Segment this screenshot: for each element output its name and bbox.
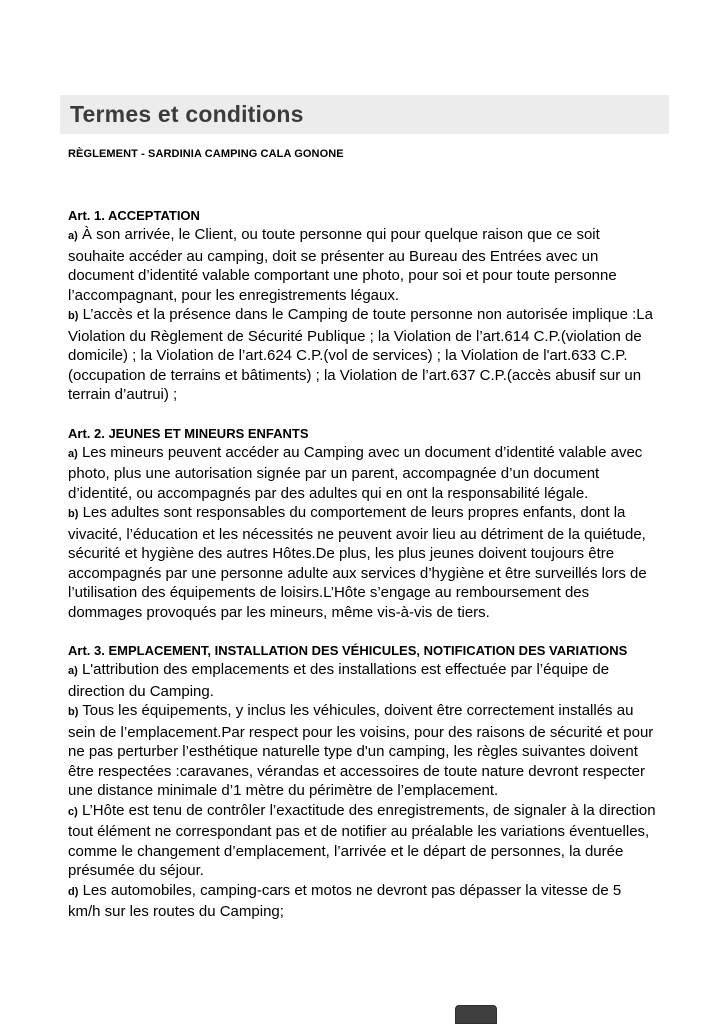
- terms-document: [60, 95, 669, 922]
- clause: [68, 701, 656, 801]
- clause-marker: b): [68, 508, 79, 520]
- clause-text: À son arrivée, le Client, ou toute personne qui pour quelque raison que ce soit souhaite accéder au camping, doit se présenter au Bureau des Entrées avec un document d’identité valable comportant une photo, pour soi et pour toute personne l’accompagnant, pour les enregistrements légaux.: [68, 226, 617, 304]
- section-art-1: [68, 206, 656, 405]
- page-title-bar: [60, 95, 669, 134]
- section-heading: Art. 1. ACCEPTATION: [68, 208, 200, 223]
- clause-text: Tous les équipements, y inclus les véhicules, doivent être correctement installés au sein de l’emplacement.Par respect pour les voisins, pour des raisons de sécurité et pour ne pas perturber l’esthétique naturelle type d'un camping, les règles suivantes doivent être respectées :caravanes, vérandas et accessoires de toute nature devront respecter une distance minimale d’1 mètre du périmètre de l’emplacement.: [68, 702, 654, 799]
- clause: [68, 503, 656, 622]
- clause-marker: a): [68, 230, 78, 242]
- clause-text: L’accès et la présence dans le Camping de toute personne non autorisée implique :La Violation du Règlement de Sécurité Publique ; la Violation de l’art.614 C.P.(violation de domicile) ; la Violation de l’art.624 C.P.(vol de services) ; la Violation de l'art.633 C.P.(occupation de terrains et bâtiments) ; la Violation de l’art.637 C.P.(accès abusif sur un terrain d’autrui) ;: [68, 306, 653, 403]
- page-subtitle: RÈGLEMENT - SARDINIA CAMPING CALA GONONE: [68, 148, 344, 160]
- section-art-3: [68, 641, 656, 922]
- clause-text: L'attribution des emplacements et des installations est effectuée par l’équipe de direction du Camping.: [68, 661, 610, 700]
- clause: [68, 305, 656, 405]
- bottom-widget[interactable]: [455, 1005, 497, 1024]
- clause-marker: b): [68, 310, 79, 322]
- section-art-2: [68, 424, 656, 623]
- clause: [68, 225, 656, 305]
- clause-text: Les adultes sont responsables du comportement de leurs propres enfants, dont la vivacité, l’éducation et les nécessités ne peuvent avoir lieu au détriment de la quiétude, sécurité et hygiène des autres Hôtes.De plus, les plus jeunes doivent toujours être accompagnés par une personne adulte aux services d’hygiène et être surveillés lors de l’utilisation des équipements de loisirs.L’Hôte s’engage au remboursement des dommages provoqués par les mineurs, même vis-à-vis de tiers.: [68, 504, 647, 621]
- clause-text: L’Hôte est tenu de contrôler l’exactitude des enregistrements, de signaler à la direction tout élément ne correspondant pas et de notifier au préalable les variations éventuelles, comme le changement d’emplacement, l’arrivée et le départ de personnes, la durée présumée du séjour.: [68, 801, 656, 879]
- clause-marker: b): [68, 706, 79, 718]
- page-title: Termes et conditions: [70, 101, 304, 127]
- clause-text: Les mineurs peuvent accéder au Camping avec un document d’identité valable avec photo, plus une autorisation signée par un parent, accompagnée d’un document d’identité, ou accompagnés par des adultes qui en ont la responsabilité légale.: [68, 443, 643, 502]
- clause-marker: a): [68, 447, 78, 460]
- section-heading: Art. 2. JEUNES ET MINEURS ENFANTS: [68, 425, 309, 441]
- section-heading: Art. 3. EMPLACEMENT, INSTALLATION DES VÉHICULES, NOTIFICATION DES VARIATIONS: [68, 643, 628, 658]
- clause-text: Les automobiles, camping-cars et motos ne devront pas dépasser la vitesse de 5 km/h sur les routes du Camping;: [68, 881, 622, 920]
- clause: [68, 660, 656, 701]
- clause: [68, 443, 656, 504]
- clause: [68, 801, 656, 881]
- clause: [68, 881, 656, 922]
- clause-marker: c): [68, 805, 78, 818]
- clause-marker: a): [68, 665, 78, 677]
- clause-marker: d): [68, 885, 79, 898]
- document-content: [68, 206, 656, 922]
